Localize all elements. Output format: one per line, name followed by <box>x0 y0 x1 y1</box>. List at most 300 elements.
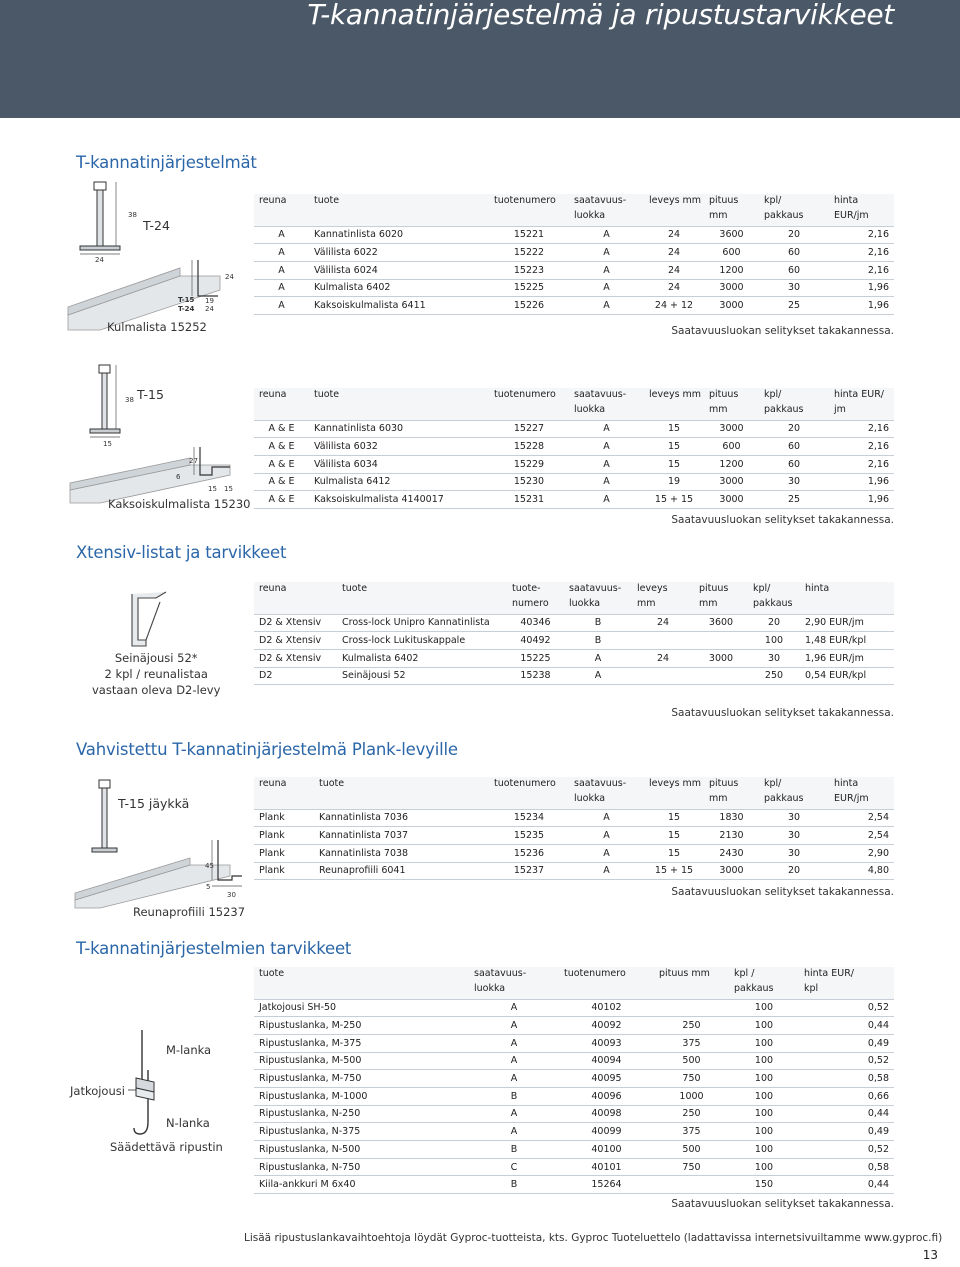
table-cell: A <box>603 300 610 312</box>
table-cell: Kulmalista 6402 <box>342 652 419 664</box>
table-cell: 2,90 <box>867 847 889 859</box>
table-cell: 40346 <box>520 617 551 629</box>
table-cell: 15 <box>667 458 681 470</box>
table-cell: 40094 <box>591 1055 622 1067</box>
table-cell: 24 + 12 <box>654 300 694 312</box>
table-cell: Cross-lock Unipro Kannatinlista <box>342 617 490 629</box>
column-header: hinta EUR/ <box>804 968 855 979</box>
availability-note-5: Saatavuusluokan selitykset takakannessa. <box>671 1198 894 1210</box>
t24-profile-illustration <box>80 180 240 340</box>
table-cell <box>654 999 729 1017</box>
table-cell: D2 & Xtensiv <box>259 652 322 664</box>
table-row <box>254 226 894 244</box>
table-cell: Cross-lock Lukituskappale <box>342 635 466 647</box>
table-cell: Ripustuslanka, M-500 <box>259 1055 362 1067</box>
kaksoiskulmalista-label: Kaksoiskulmalista 15230 <box>108 497 251 511</box>
jatkojousi-label: Jatkojousi <box>70 1084 125 1098</box>
column-header: saatavuus- <box>574 778 627 789</box>
table-cell: Kiila-ankkuri M 6x40 <box>259 1179 356 1191</box>
table-cell: 20 <box>787 865 801 877</box>
table-cell: 0,54 EUR/kpl <box>805 670 867 682</box>
table-cell: Välilista 6022 <box>314 247 378 259</box>
table-cell: Kannatinlista 6030 <box>314 423 404 435</box>
table-cell: 100 <box>754 1037 774 1049</box>
table-cell: 15 + 15 <box>654 865 694 877</box>
table-cell: 0,58 <box>867 1073 889 1085</box>
table-cell: 0,49 <box>867 1126 889 1138</box>
table-cell: 2430 <box>719 847 744 859</box>
table-cell: 0,44 <box>867 1020 889 1032</box>
table-cell: A <box>603 247 610 259</box>
table-cell: 24 <box>667 229 681 241</box>
table-cell: B <box>594 617 602 629</box>
table-cell: A <box>510 1055 518 1067</box>
table-cell: A <box>603 282 610 294</box>
table-header-row <box>254 967 894 983</box>
table-cell: A <box>510 1126 518 1138</box>
table-header-row <box>254 793 894 809</box>
table-cell: A <box>594 670 602 682</box>
dim-5: 5 <box>206 883 211 891</box>
product-table-tarvikkeet <box>254 967 894 1194</box>
table-row <box>254 809 894 827</box>
table-cell: 60 <box>787 441 801 453</box>
table-cell: 600 <box>722 247 741 259</box>
column-header: luokka <box>574 210 606 221</box>
column-header <box>489 793 569 809</box>
table-cell: 15 + 15 <box>654 494 694 506</box>
t15-label: T-15 <box>137 387 164 402</box>
table-cell: 24 <box>667 247 681 259</box>
column-header <box>254 210 309 226</box>
availability-note-1: Saatavuusluokan selitykset takakannessa. <box>671 325 894 337</box>
table-cell: Ripustuslanka, M-375 <box>259 1037 362 1049</box>
column-header: tuotenumero <box>564 968 626 979</box>
table-cell: A <box>603 865 610 877</box>
table-row <box>254 862 894 880</box>
table-cell: 0,52 <box>867 1002 889 1014</box>
column-header <box>644 404 704 420</box>
table-cell: 15231 <box>513 494 545 506</box>
section-title-xtensiv: Xtensiv-listat ja tarvikkeet <box>76 543 287 562</box>
table-cell: 15 <box>667 830 681 842</box>
column-header <box>254 598 337 614</box>
seinajousi-line-1: Seinäjousi 52* <box>114 651 198 665</box>
table-cell: Välilista 6034 <box>314 458 378 470</box>
table-cell: A <box>603 847 610 859</box>
table-cell: 24 <box>667 282 681 294</box>
column-header <box>644 210 704 226</box>
seinajousi-line-2: 2 kpl / reunalistaa <box>104 667 208 681</box>
table-cell: 100 <box>754 1055 774 1067</box>
table-cell: 20 <box>787 423 801 435</box>
table-cell: 0,52 <box>867 1143 889 1155</box>
section-title-plank: Vahvistettu T-kannatinjärjestelmä Plank-levyille <box>76 740 458 759</box>
table-cell: A <box>510 1108 518 1120</box>
table-cell: 600 <box>722 441 741 453</box>
column-header <box>644 793 704 809</box>
table-cell: 30 <box>787 847 801 859</box>
column-header: hinta EUR/ <box>834 389 885 400</box>
column-header: reuna <box>259 778 287 789</box>
table-cell: 40096 <box>591 1090 622 1102</box>
table-cell: 60 <box>787 247 801 259</box>
m-lanka-label: M-lanka <box>166 1043 212 1057</box>
table-cell: 40092 <box>591 1020 622 1032</box>
column-header: hinta <box>834 195 859 206</box>
table-cell: A <box>278 282 285 294</box>
column-header: hinta <box>834 778 859 789</box>
column-header: luokka <box>474 983 506 994</box>
table-cell: 15 <box>667 441 681 453</box>
dim-38-t15: 38 <box>125 396 134 404</box>
column-header: leveys mm <box>649 778 702 789</box>
table-cell: 2,54 <box>867 812 889 824</box>
column-header: jm <box>834 404 846 415</box>
column-header: tuotenumero <box>494 778 556 789</box>
table-cell: 2,54 <box>867 830 889 842</box>
column-header: kpl <box>804 983 819 994</box>
table-cell: 0,49 <box>867 1037 889 1049</box>
table-row <box>254 1141 894 1159</box>
table-cell: 1000 <box>679 1090 704 1102</box>
column-header <box>254 793 314 809</box>
column-header: saatavuus- <box>574 389 627 400</box>
table-row <box>254 244 894 262</box>
table-cell: A <box>278 264 285 276</box>
table-cell: 3000 <box>719 423 744 435</box>
table-cell: 30 <box>787 812 801 824</box>
table-cell <box>632 667 694 685</box>
table-row <box>254 279 894 297</box>
table-cell: 3000 <box>719 494 744 506</box>
table-cell: 0,44 <box>867 1108 889 1120</box>
column-header: reuna <box>259 583 287 594</box>
hanger-illustration <box>128 1030 168 1140</box>
table-cell: 3600 <box>719 229 744 241</box>
table-cell: A <box>510 1073 518 1085</box>
table-cell: 15234 <box>513 812 545 824</box>
table-cell: Kaksoiskulmalista 6411 <box>314 300 426 312</box>
column-header: mm <box>709 404 728 415</box>
table-cell: 2,16 <box>867 441 889 453</box>
table-cell: 100 <box>754 1020 774 1032</box>
table-cell: Kaksoiskulmalista 4140017 <box>314 494 444 506</box>
table-cell: 15227 <box>513 423 545 435</box>
table-cell: 15235 <box>513 830 545 842</box>
availability-note-4: Saatavuusluokan selitykset takakannessa. <box>671 886 894 898</box>
table-cell: 15223 <box>513 264 545 276</box>
table-row <box>254 297 894 315</box>
table-cell: 15228 <box>513 441 545 453</box>
dim-30: 30 <box>227 891 236 899</box>
table-cell: 100 <box>754 1002 774 1014</box>
column-header: kpl/ <box>753 583 771 594</box>
table-cell: A <box>278 229 285 241</box>
table-row <box>254 1070 894 1088</box>
column-header <box>254 404 309 420</box>
table-cell: 40099 <box>591 1126 622 1138</box>
table-row <box>254 1123 894 1141</box>
n-lanka-label: N-lanka <box>166 1116 210 1130</box>
table-cell: 15238 <box>520 670 551 682</box>
table-cell: 1,96 <box>867 476 889 488</box>
dim-6: 6 <box>176 473 181 481</box>
table-cell: 2,16 <box>867 247 889 259</box>
table-cell <box>694 667 748 685</box>
column-header: tuote <box>259 968 285 979</box>
page-header <box>0 0 960 118</box>
seinajousi-illustration <box>122 590 172 652</box>
table-cell: 40101 <box>591 1161 622 1173</box>
table-cell: 30 <box>787 282 801 294</box>
table-cell: B <box>510 1179 518 1191</box>
table-header-row <box>254 194 894 210</box>
table-row <box>254 1017 894 1035</box>
table-cell: 100 <box>764 635 784 647</box>
column-header: mm <box>709 793 728 804</box>
table-cell: 750 <box>682 1161 701 1173</box>
column-header: reuna <box>259 195 287 206</box>
column-header <box>309 210 489 226</box>
column-header: tuote- <box>512 583 541 594</box>
table-cell: D2 <box>259 670 273 682</box>
table-cell: 20 <box>787 229 801 241</box>
section-title-tarvikkeet: T-kannatinjärjestelmien tarvikkeet <box>76 939 352 958</box>
table-row <box>254 1087 894 1105</box>
table-cell: 15229 <box>513 458 545 470</box>
table-cell: Kannatinlista 7036 <box>319 812 409 824</box>
table-cell: 1,96 <box>867 300 889 312</box>
dim-15a: 15 <box>208 485 217 493</box>
table-cell: A & E <box>268 423 295 435</box>
table-cell: D2 & Xtensiv <box>259 617 322 629</box>
t15-jaykka-label: T-15 jäykkä <box>118 796 190 811</box>
table-header-row <box>254 598 894 614</box>
seinajousi-line-3: vastaan oleva D2-levy <box>92 683 221 697</box>
table-cell: A <box>510 1002 518 1014</box>
table-cell: Ripustuslanka, N-500 <box>259 1143 361 1155</box>
table-cell: 15237 <box>513 865 545 877</box>
column-header <box>489 404 569 420</box>
t24-tag: T-24 <box>178 305 195 313</box>
column-header: kpl / <box>734 968 755 979</box>
table-cell: 30 <box>787 476 801 488</box>
table-header-row <box>254 210 894 226</box>
t15-tag: T-15 <box>178 296 195 304</box>
table-cell: C <box>510 1161 518 1173</box>
table-row <box>254 420 894 438</box>
table-cell: A <box>594 652 602 664</box>
table-cell: 24 <box>667 264 681 276</box>
column-header: luokka <box>574 404 606 415</box>
table-cell: 30 <box>787 830 801 842</box>
table-row <box>254 261 894 279</box>
column-header: leveys <box>637 583 668 594</box>
page-title: T-kannatinjärjestelmä ja ripustustarvikkeet <box>307 0 894 31</box>
table-cell: Kulmalista 6402 <box>314 282 391 294</box>
table-cell: 3000 <box>708 652 734 664</box>
product-table-plank <box>254 777 894 880</box>
table-cell: A <box>603 494 610 506</box>
table-cell: 250 <box>682 1020 701 1032</box>
column-header: pakkaus <box>734 983 774 994</box>
table-row <box>254 1105 894 1123</box>
table-cell: 3000 <box>719 282 744 294</box>
table-cell: 1,48 EUR/kpl <box>805 635 867 647</box>
table-cell: 15222 <box>513 247 545 259</box>
footer-note: Lisää ripustuslankavaihtoehtoja löydät Gyproc-tuotteista, kts. Gyproc Tuoteluettelo (ladattavissa internetsivuiltamme www.gyproc.fi) <box>244 1232 943 1244</box>
table-cell: Ripustuslanka, M-250 <box>259 1020 362 1032</box>
table-cell: 15230 <box>513 476 545 488</box>
column-header: leveys mm <box>649 389 702 400</box>
table-cell: 500 <box>682 1055 701 1067</box>
column-header: leveys mm <box>649 195 702 206</box>
table-cell: B <box>510 1090 518 1102</box>
table-cell: 250 <box>682 1108 701 1120</box>
table-cell: 0,52 <box>867 1055 889 1067</box>
dim-24c: 24 <box>205 305 214 313</box>
table-cell: 15 <box>667 423 681 435</box>
table-cell: A <box>278 300 285 312</box>
product-table-t15 <box>254 388 894 509</box>
column-header <box>314 793 489 809</box>
column-header: mm <box>637 598 656 609</box>
table-cell: 2,16 <box>867 423 889 435</box>
table-cell: Ripustuslanka, M-750 <box>259 1073 362 1085</box>
table-cell: A <box>603 458 610 470</box>
column-header: kpl/ <box>764 195 782 206</box>
table-cell: 3000 <box>719 300 744 312</box>
table-header-row <box>254 388 894 404</box>
column-header <box>489 210 569 226</box>
reunaprofiili-label: Reunaprofiili 15237 <box>133 905 246 919</box>
table-cell: Plank <box>259 847 285 859</box>
dim-24: 24 <box>95 256 104 264</box>
table-cell: 15221 <box>513 229 545 241</box>
table-cell: 15236 <box>513 847 545 859</box>
table-cell: 25 <box>787 494 801 506</box>
t24-label: T-24 <box>143 218 170 233</box>
column-header <box>654 983 729 999</box>
table-row <box>254 649 894 667</box>
page-number: 13 <box>922 1248 938 1262</box>
table-cell: 15225 <box>520 652 551 664</box>
table-cell: 150 <box>754 1179 774 1191</box>
table-cell: 4,80 <box>867 865 889 877</box>
product-table-xtensiv <box>254 582 894 685</box>
column-header: luokka <box>569 598 601 609</box>
column-header: kpl/ <box>764 389 782 400</box>
table-cell <box>654 1176 729 1194</box>
table-cell: 30 <box>767 652 781 664</box>
table-cell: 1,96 EUR/jm <box>805 652 864 664</box>
table-cell: 1,96 <box>867 494 889 506</box>
column-header: tuote <box>319 778 345 789</box>
table-cell: Ripustuslanka, N-250 <box>259 1108 361 1120</box>
product-table-t-kannatin <box>254 194 894 315</box>
dim-38: 38 <box>128 211 137 219</box>
table-cell: A <box>603 476 610 488</box>
table-cell: 100 <box>754 1090 774 1102</box>
table-header-row <box>254 404 894 420</box>
table-cell: 250 <box>764 670 784 682</box>
column-header <box>254 983 469 999</box>
table-cell: A <box>278 247 285 259</box>
section-title-t-kannatin: T-kannatinjärjestelmät <box>76 153 257 172</box>
table-cell: 3000 <box>719 476 744 488</box>
column-header: pakkaus <box>764 404 804 415</box>
availability-note-3: Saatavuusluokan selitykset takakannessa. <box>671 707 894 719</box>
column-header: pakkaus <box>753 598 793 609</box>
column-header: pituus <box>709 389 739 400</box>
table-cell: 1830 <box>719 812 744 824</box>
table-cell: Plank <box>259 812 285 824</box>
column-header: tuote <box>314 389 340 400</box>
table-cell: 100 <box>754 1108 774 1120</box>
table-cell: 2130 <box>719 830 744 842</box>
table-row <box>254 455 894 473</box>
dim-15b: 15 <box>224 485 233 493</box>
table-cell: 15 <box>667 847 681 859</box>
table-row <box>254 999 894 1017</box>
table-cell: A & E <box>268 441 295 453</box>
table-cell: Kannatinlista 7037 <box>319 830 409 842</box>
table-cell: 40102 <box>591 1002 622 1014</box>
table-cell: 60 <box>787 458 801 470</box>
table-cell: A <box>603 830 610 842</box>
table-cell: 15225 <box>513 282 545 294</box>
table-cell: 2,16 <box>867 229 889 241</box>
table-row <box>254 632 894 650</box>
table-cell: Plank <box>259 865 285 877</box>
table-cell: 40095 <box>591 1073 622 1085</box>
table-cell: 375 <box>682 1126 701 1138</box>
table-cell: 25 <box>787 300 801 312</box>
table-cell: A <box>603 423 610 435</box>
table-cell: Kulmalista 6412 <box>314 476 391 488</box>
column-header: EUR/jm <box>834 793 869 804</box>
table-cell <box>694 632 748 650</box>
table-row <box>254 614 894 632</box>
column-header: kpl/ <box>764 778 782 789</box>
availability-note-2: Saatavuusluokan selitykset takakannessa. <box>671 514 894 526</box>
column-header: pakkaus <box>764 793 804 804</box>
table-cell: Plank <box>259 830 285 842</box>
table-row <box>254 1176 894 1194</box>
table-cell: A <box>510 1037 518 1049</box>
table-cell: 24 <box>656 652 670 664</box>
kulmalista-label: Kulmalista 15252 <box>107 320 207 334</box>
table-cell: B <box>510 1143 518 1155</box>
column-header: tuotenumero <box>494 389 556 400</box>
table-cell: 2,90 EUR/jm <box>805 617 864 629</box>
table-cell: 1200 <box>719 264 744 276</box>
column-header: pituus <box>709 778 739 789</box>
column-header: pituus mm <box>659 968 710 979</box>
column-header <box>309 404 489 420</box>
table-cell: 100 <box>754 1143 774 1155</box>
table-cell: 100 <box>754 1161 774 1173</box>
table-cell: Reunaprofiili 6041 <box>319 865 406 877</box>
table-row <box>254 844 894 862</box>
table-cell: Kannatinlista 7038 <box>319 847 409 859</box>
table-cell: 2,16 <box>867 458 889 470</box>
table-row <box>254 1034 894 1052</box>
table-cell: 0,58 <box>867 1161 889 1173</box>
table-cell: Välilista 6032 <box>314 441 378 453</box>
column-header: EUR/jm <box>834 210 869 221</box>
